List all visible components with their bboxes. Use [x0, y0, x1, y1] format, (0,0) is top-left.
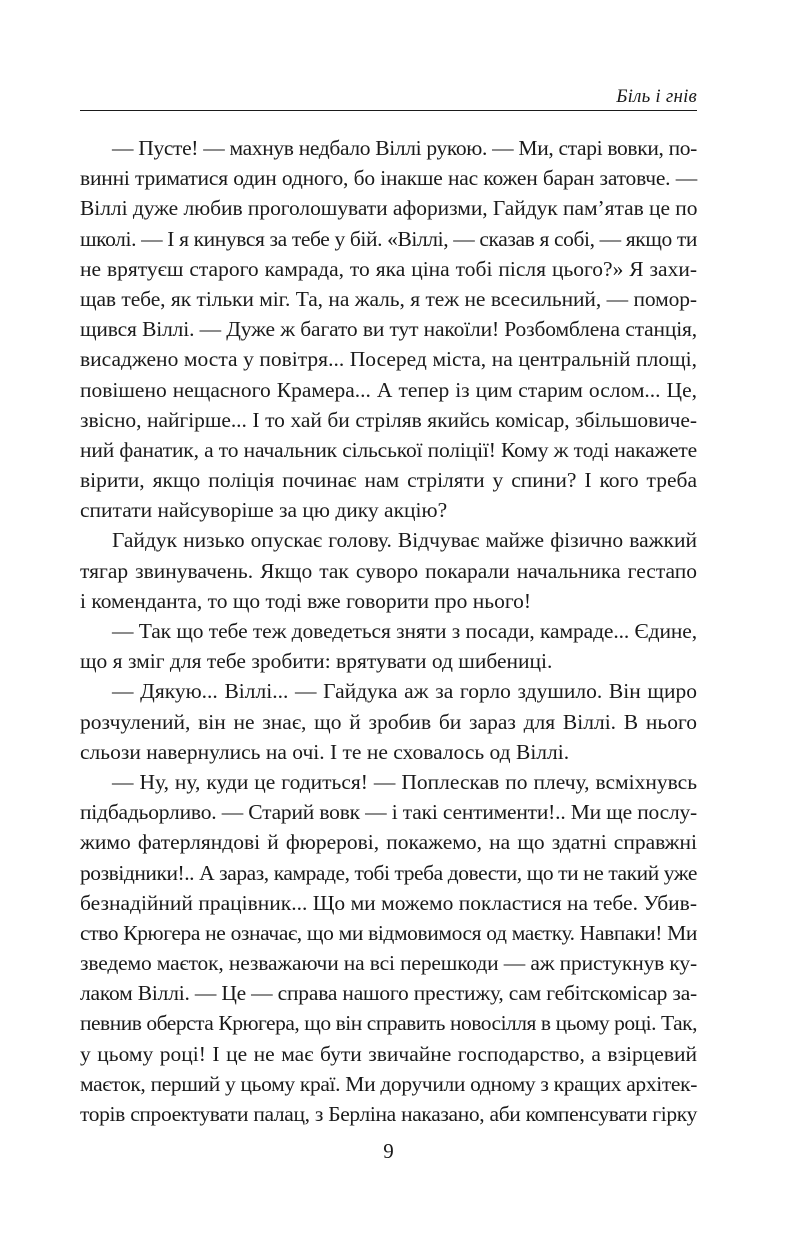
text-line: — Так що тебе теж доведеться зняти з посади, камраде... Єдине, — [112, 619, 697, 643]
text-line: — Дякую... Віллі... — Гайдука аж за горло здушило. Він щиро — [112, 679, 697, 704]
text-line: — Ну, ну, куди це годиться! — Поплескав по плечу, всміхнувсь — [112, 769, 697, 794]
text-line: жимо фатерляндові й фюрерові, покажемо, на що здатні справжні — [80, 830, 697, 855]
text-line: і коменданта, то що тоді вже говорити про нього! — [80, 588, 532, 613]
text-line: школі. — І я кинувся за тебе у бій. «Віллі, — сказав я собі, — якщо ти — [80, 226, 697, 251]
text-line: висаджено моста у повітря... Посеред міста, на центральній площі, — [80, 347, 697, 372]
text-line: лаком Віллі. — Це — справа нашого престижу, сам гебітскомісар за- — [80, 981, 697, 1006]
header-rule — [80, 110, 697, 111]
text-line: вірити, якщо поліція починає нам стріляти у спини? І кого треба — [80, 468, 697, 493]
text-line: що я зміг для тебе зробити: врятувати од шибениці. — [80, 649, 553, 674]
text-line: підбадьорливо. — Старий вовк — і такі сентименти!.. Ми ще послу- — [80, 800, 697, 825]
body-text — [80, 133, 697, 1129]
text-line: розвідники!.. А зараз, камраде, тобі треба довести, що ти не такий уже — [80, 860, 697, 885]
running-header: Біль і гнів — [616, 86, 697, 107]
text-line: Гайдук низько опускає голову. Відчуває майже фізично важкий — [112, 528, 697, 553]
text-line: торів спроектувати палац, з Берліна наказано, аби компенсувати гірку — [80, 1102, 697, 1126]
text-line: спитати найсуворіше за цю дику акцію? — [80, 498, 448, 523]
text-line: тягар звинувачень. Якщо так суворо покарали начальника гестапо — [80, 558, 697, 583]
text-line: маєток, перший у цьому краї. Ми доручили одному з кращих архітек- — [80, 1071, 697, 1096]
text-line: безнадійний працівник... Що ми можемо покластися на тебе. Убив- — [80, 890, 697, 915]
page-number: 9 — [383, 1139, 394, 1163]
text-line: у цьому році! І це не має бути звичайне господарство, а взірцевий — [80, 1041, 697, 1066]
text-line: Віллі дуже любив проголошувати афоризми, Гайдук пам’ятав це по — [80, 196, 698, 221]
text-line: винні триматися один одного, бо інакше нас кожен баран затовче. — — [80, 166, 697, 191]
text-line: звісно, найгірше... І то хай би стріляв якийсь комісар, збільшовиче- — [80, 407, 697, 432]
text-line: розчулений, він не знає, що й зробив би зараз для Віллі. В нього — [80, 709, 697, 734]
text-line: зведемо маєток, незважаючи на всі перешкоди — аж пристукнув ку- — [80, 951, 698, 976]
text-line: щився Віллі. — Дуже ж багато ви тут накоїли! Розбомблена станція, — [80, 317, 697, 342]
text-line: ний фанатик, а то начальник сільської поліції! Кому ж тоді накажете — [80, 437, 697, 462]
text-line: певнив оберста Крюгера, що він справить новосілля в цьому році. Так, — [80, 1011, 697, 1036]
text-line: ство Крюгера не означає, що ми відмовимося од маєтку. Навпаки! Ми — [80, 920, 697, 945]
text-line: — Пусте! — махнув недбало Віллі рукою. — Ми, старі вовки, по- — [112, 136, 697, 160]
text-line: не врятуєш старого камрада, то яка ціна тобі після цього?» Я захи- — [80, 256, 697, 281]
text-line: щав тебе, як тільки міг. Та, на жаль, я теж не всесильний, — помор- — [80, 286, 697, 311]
text-line: повішено нещасного Крамера... А тепер із цим старим ослом... Це, — [80, 377, 697, 402]
text-line: сльози навернулись на очі. І те не сховалось од Віллі. — [80, 739, 570, 764]
